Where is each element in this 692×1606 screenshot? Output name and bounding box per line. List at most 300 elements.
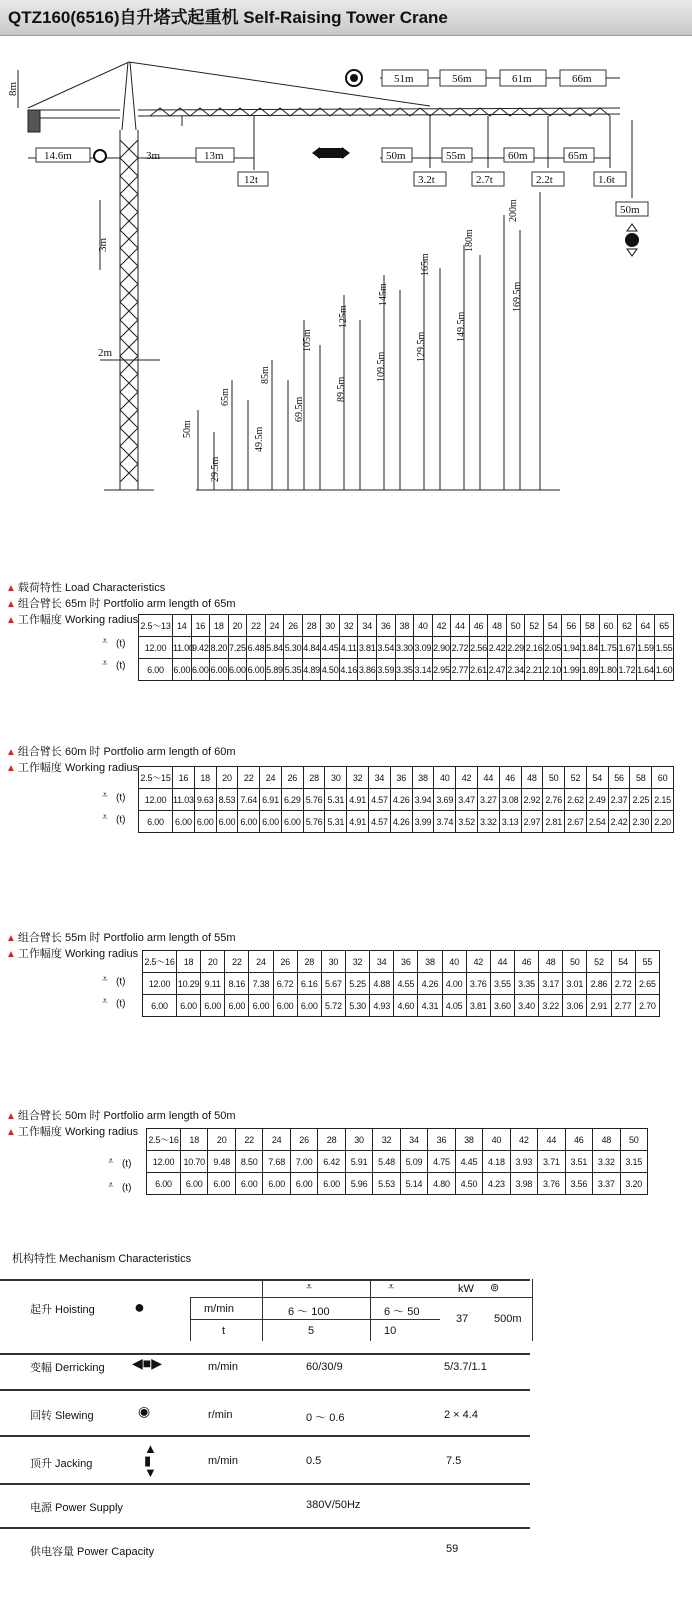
load-cell: 1.60: [655, 659, 674, 681]
radius-cell: 22: [238, 767, 260, 789]
load-cell: 3.59: [377, 659, 396, 681]
tip-load-2.7t: 2.7t: [476, 174, 493, 186]
radius-cell: 34: [369, 767, 391, 789]
radius-cell: 42: [456, 767, 478, 789]
load-cell: 3.93: [510, 1151, 537, 1173]
radius-cell: 24: [249, 951, 273, 973]
load-row: [147, 1173, 648, 1195]
radius-cell: 32: [373, 1129, 400, 1151]
hook-double-icon: ⩡: [388, 1281, 395, 1293]
radius-cell: 55: [635, 951, 659, 973]
load-cell: 2.25: [630, 789, 652, 811]
load-cell: 6.00: [318, 1173, 345, 1195]
radius-cell: 26: [284, 615, 303, 637]
load-cell: 3.20: [620, 1173, 648, 1195]
load-cell: 2.97: [521, 811, 543, 833]
load-cell: 2.21: [525, 659, 544, 681]
load-cell: 3.01: [563, 973, 587, 995]
load-cell: 7.38: [249, 973, 273, 995]
load-cell: 3.06: [563, 995, 587, 1017]
jacking-icon: ▲ ▮ ▼: [144, 1441, 157, 1480]
load-cell: 6.00: [273, 995, 297, 1017]
height-top-5: 125m: [338, 305, 349, 328]
hoist-rope: 500m: [494, 1313, 522, 1325]
radius-cell: 42: [510, 1129, 537, 1151]
load-cell: 4.93: [370, 995, 394, 1017]
load-cell: 1.59: [636, 637, 655, 659]
load-cell: 11.03: [173, 789, 195, 811]
radius-cell: 36: [390, 767, 412, 789]
load-cell: 3.51: [565, 1151, 592, 1173]
radius-cell: 34: [370, 951, 394, 973]
load-cell: 2.72: [451, 637, 470, 659]
jacking-label: 顶升 Jacking: [30, 1458, 93, 1470]
table-55-wr: ▲ 工作幅度 Working radius: [6, 948, 139, 960]
table-55-title: ▲ 组合臂长 55m 时 Portfolio arm length of 55m: [6, 932, 236, 944]
load-cell: 6.16: [297, 973, 321, 995]
load-cell: 2.81: [543, 811, 565, 833]
radius-cell: 44: [477, 767, 499, 789]
load-cell: 2.70: [635, 995, 659, 1017]
load-cell: 1.75: [599, 637, 618, 659]
section-3m: 3m: [97, 237, 109, 252]
load-cell: 6.72: [273, 973, 297, 995]
derricking-label: 变幅 Derricking: [30, 1362, 105, 1374]
load-cell: 9.48: [208, 1151, 235, 1173]
load-cell: 6.00: [247, 659, 266, 681]
radius-cell: 65: [655, 615, 674, 637]
load-cell: 4.00: [442, 973, 466, 995]
radius-cell: 2.5～13: [139, 615, 173, 637]
radius-cell: 2.5～15: [139, 767, 173, 789]
load-cell: 6.00: [228, 659, 247, 681]
load-cell: 6.91: [260, 789, 282, 811]
load-cell: 6.00: [147, 1173, 181, 1195]
load-cell: 6.00: [173, 811, 195, 833]
height-top-7: 165m: [420, 253, 431, 276]
radius-cell: 28: [303, 767, 325, 789]
radius-cell: 36: [377, 615, 396, 637]
load-cell: 3.27: [477, 789, 499, 811]
height-hook-6: 129.5m: [416, 331, 427, 362]
counter-jib-length: 14.6m: [44, 150, 72, 162]
load-cell: 2.42: [488, 637, 507, 659]
radius-cell: 24: [260, 767, 282, 789]
load-cell: 3.14: [414, 659, 433, 681]
load-cell: 7.00: [290, 1151, 317, 1173]
derricking-unit: m/min: [208, 1361, 238, 1373]
radius-cell: 50: [563, 951, 587, 973]
jib-bottom-50m: 50m: [386, 150, 406, 162]
load-cell: 2.67: [565, 811, 587, 833]
radius-cell: 30: [321, 615, 340, 637]
load-cell: 3.32: [593, 1151, 620, 1173]
load-cell: 2.86: [587, 973, 611, 995]
load-cell: 4.91: [347, 789, 369, 811]
radius-cell: 56: [608, 767, 630, 789]
jacking-power: 7.5: [446, 1455, 462, 1467]
load-cell: 10.70: [181, 1151, 208, 1173]
radius-cell: 54: [543, 615, 562, 637]
load-cell: 1.94: [562, 637, 581, 659]
unit-60-b: ⩡ (t): [102, 812, 126, 826]
load-cell: 3.35: [395, 659, 414, 681]
load-cell: 3.74: [434, 811, 456, 833]
load-cell: 3.76: [538, 1173, 565, 1195]
radius-cell: 46: [499, 767, 521, 789]
load-cell: 5.76: [303, 811, 325, 833]
load-cell: 4.55: [394, 973, 418, 995]
radius-cell: 32: [347, 767, 369, 789]
load-cell: 4.45: [321, 637, 340, 659]
load-cell: 5.96: [345, 1173, 372, 1195]
load-cell: 3.94: [412, 789, 434, 811]
height-hook-2: 49.5m: [254, 426, 265, 452]
load-cell: 2.62: [565, 789, 587, 811]
segment-13m: 13m: [204, 150, 224, 162]
cable-drum-icon: ⊚: [490, 1282, 500, 1294]
load-cell: 4.50: [455, 1173, 482, 1195]
load-cell: 5.67: [321, 973, 345, 995]
section-2m: 2m: [98, 347, 113, 359]
radius-cell: 38: [455, 1129, 482, 1151]
radius-cell: 30: [321, 951, 345, 973]
load-cell: 4.57: [369, 811, 391, 833]
hoist-speed-a: 6 ～ 100: [288, 1306, 330, 1318]
slewing-unit: r/min: [208, 1409, 233, 1421]
jib-top-56m: 56m: [452, 73, 472, 85]
radius-cell: 16: [191, 615, 210, 637]
load-cell: 5.48: [373, 1151, 400, 1173]
radius-cell: 26: [281, 767, 303, 789]
load-cell: 2.47: [488, 659, 507, 681]
load-cell: 1.55: [655, 637, 674, 659]
load-cell: 7.68: [263, 1151, 290, 1173]
radius-cell: 24: [265, 615, 284, 637]
load-cell: 3.86: [358, 659, 377, 681]
load-cell: 5.30: [345, 995, 369, 1017]
load-cell: 2.91: [587, 995, 611, 1017]
table-50-wr: ▲ 工作幅度 Working radius: [6, 1126, 139, 1138]
radius-cell: 46: [469, 615, 488, 637]
load-cell: 6.00: [238, 811, 260, 833]
load-cell: 6.00: [208, 1173, 235, 1195]
load-cell: 4.80: [428, 1173, 455, 1195]
load-cell: 2.29: [506, 637, 525, 659]
height-top-2: 65m: [220, 388, 231, 406]
radius-cell: 22: [247, 615, 266, 637]
radius-cell: 28: [318, 1129, 345, 1151]
table-65-wr: ▲ 工作幅度 Working radius: [6, 614, 139, 626]
radius-cell: 22: [225, 951, 249, 973]
radius-cell: 50: [506, 615, 525, 637]
load-cell: 4.16: [339, 659, 358, 681]
load-cell: 2.92: [521, 789, 543, 811]
load-cell: 6.00: [139, 659, 173, 681]
radius-cell: 52: [587, 951, 611, 973]
load-cell: 6.00: [173, 659, 192, 681]
load-cell: 4.91: [347, 811, 369, 833]
load-cell: 11.00: [173, 637, 192, 659]
radius-cell: 28: [302, 615, 321, 637]
height-hook-8: 169.5m: [512, 281, 523, 312]
load-cell: 2.16: [525, 637, 544, 659]
hook-single-icon: ⩡: [306, 1281, 313, 1293]
load-cell: 12.00: [143, 973, 177, 995]
load-table-50m: [146, 1128, 648, 1195]
radius-cell: 38: [395, 615, 414, 637]
crane-diagram: [0, 50, 692, 520]
radius-cell: 60: [599, 615, 618, 637]
height-hook-3: 69.5m: [294, 396, 305, 422]
radius-row: [139, 615, 674, 637]
load-row: [139, 637, 674, 659]
load-cell: 3.60: [490, 995, 514, 1017]
radius-cell: 42: [432, 615, 451, 637]
load-cell: 6.00: [235, 1173, 262, 1195]
load-cell: 5.89: [265, 659, 284, 681]
radius-cell: 48: [488, 615, 507, 637]
load-row: [139, 789, 674, 811]
height-top-8: 180m: [464, 229, 475, 252]
height-top-1: 50m: [182, 420, 193, 438]
load-cell: 6.00: [181, 1173, 208, 1195]
load-cell: 4.05: [442, 995, 466, 1017]
load-cell: 4.26: [418, 973, 442, 995]
load-cell: 4.31: [418, 995, 442, 1017]
load-cell: 6.00: [249, 995, 273, 1017]
radius-row: [139, 767, 674, 789]
load-row: [139, 659, 674, 681]
load-cell: 3.17: [539, 973, 563, 995]
radius-cell: 50: [620, 1129, 648, 1151]
load-cell: 8.16: [225, 973, 249, 995]
load-cell: 3.52: [456, 811, 478, 833]
radius-cell: 40: [483, 1129, 510, 1151]
radius-cell: 46: [514, 951, 538, 973]
radius-row: [143, 951, 660, 973]
load-cell: 8.20: [210, 637, 229, 659]
load-cell: 2.10: [543, 659, 562, 681]
radius-row: [147, 1129, 648, 1151]
load-cell: 5.30: [284, 637, 303, 659]
load-cell: 3.37: [593, 1173, 620, 1195]
jacking-value: 0.5: [306, 1455, 322, 1467]
load-cell: 3.99: [412, 811, 434, 833]
radius-cell: 30: [345, 1129, 372, 1151]
load-cell: 1.89: [581, 659, 600, 681]
load-cell: 5.76: [303, 789, 325, 811]
load-cell: 5.35: [284, 659, 303, 681]
radius-cell: 58: [630, 767, 652, 789]
load-cell: 2.49: [586, 789, 608, 811]
load-cell: 4.45: [455, 1151, 482, 1173]
tip-load-1.6t: 1.6t: [598, 174, 615, 186]
radius-cell: 24: [263, 1129, 290, 1151]
jacking-unit: m/min: [208, 1455, 238, 1467]
load-cell: 5.53: [373, 1173, 400, 1195]
load-cell: 3.35: [514, 973, 538, 995]
derricking-value: 60/30/9: [306, 1361, 343, 1373]
radius-cell: 18: [210, 615, 229, 637]
load-cell: 3.30: [395, 637, 414, 659]
load-cell: 4.26: [390, 789, 412, 811]
load-cell: 3.76: [466, 973, 490, 995]
radius-cell: 48: [593, 1129, 620, 1151]
load-cell: 5.72: [321, 995, 345, 1017]
load-cell: 10.29: [177, 973, 201, 995]
load-cell: 4.89: [302, 659, 321, 681]
hoist-load-b: 10: [384, 1325, 397, 1337]
radius-cell: 20: [216, 767, 238, 789]
load-cell: 2.76: [543, 789, 565, 811]
radius-cell: 58: [581, 615, 600, 637]
load-cell: 3.22: [539, 995, 563, 1017]
radius-cell: 62: [618, 615, 637, 637]
radius-cell: 46: [565, 1129, 592, 1151]
load-cell: 2.56: [469, 637, 488, 659]
load-cell: 3.40: [514, 995, 538, 1017]
unit-50-b: ⩡ (t): [108, 1180, 132, 1194]
load-cell: 7.25: [228, 637, 247, 659]
radius-cell: 26: [273, 951, 297, 973]
table-60-title: ▲ 组合臂长 60m 时 Portfolio arm length of 60m: [6, 746, 236, 758]
load-cell: 3.56: [565, 1173, 592, 1195]
radius-cell: 30: [325, 767, 347, 789]
page-title: QTZ160(6516)自升塔式起重机 Self-Raising Tower Crane: [0, 0, 692, 36]
load-cell: 6.00: [225, 995, 249, 1017]
hoisting-label: 起升 Hoisting: [30, 1304, 95, 1316]
height-top-6: 145m: [378, 283, 389, 306]
load-row: [147, 1151, 648, 1173]
load-cell: 6.00: [194, 811, 216, 833]
load-cell: 2.20: [652, 811, 674, 833]
unit-50-a: ⩡ (t): [108, 1156, 132, 1170]
load-table-55m: [142, 950, 660, 1017]
radius-cell: 54: [586, 767, 608, 789]
load-cell: 2.30: [630, 811, 652, 833]
radius-cell: 38: [418, 951, 442, 973]
load-cell: 6.48: [247, 637, 266, 659]
load-cell: 4.57: [369, 789, 391, 811]
mechanism-title: 机构特性 Mechanism Characteristics: [12, 1253, 192, 1265]
radius-cell: 40: [442, 951, 466, 973]
height-top-9: 200m: [508, 199, 519, 222]
load-cell: 2.37: [608, 789, 630, 811]
load-cell: 4.88: [370, 973, 394, 995]
radius-cell: 52: [525, 615, 544, 637]
load-cell: 5.91: [345, 1151, 372, 1173]
hoist-speed-b: 6 ～ 50: [384, 1306, 420, 1318]
radius-cell: 48: [521, 767, 543, 789]
load-cell: 2.95: [432, 659, 451, 681]
load-cell: 5.25: [345, 973, 369, 995]
load-cell: 2.15: [652, 789, 674, 811]
load-cell: 9.63: [194, 789, 216, 811]
load-cell: 8.50: [235, 1151, 262, 1173]
load-cell: 5.84: [265, 637, 284, 659]
unit-60-a: ⩡ (t): [102, 790, 126, 804]
load-cell: 1.84: [581, 637, 600, 659]
load-table-65m: [138, 614, 674, 681]
load-cell: 6.00: [201, 995, 225, 1017]
radius-cell: 2.5～16: [143, 951, 177, 973]
table-60-wr: ▲ 工作幅度 Working radius: [6, 762, 139, 774]
load-cell: 6.00: [216, 811, 238, 833]
load-cell: 3.55: [490, 973, 514, 995]
radius-cell: 34: [358, 615, 377, 637]
load-row: [143, 995, 660, 1017]
load-cell: 6.00: [281, 811, 303, 833]
load-cell: 8.53: [216, 789, 238, 811]
load-cell: 5.14: [400, 1173, 427, 1195]
load-title: ▲ 载荷特性 Load Characteristics: [6, 582, 166, 594]
radius-cell: 54: [611, 951, 635, 973]
unit-55-b: ⩡ (t): [102, 996, 126, 1010]
load-cell: 6.42: [318, 1151, 345, 1173]
height-top-3: 85m: [260, 366, 271, 384]
hoist-load-a: 5: [308, 1325, 315, 1337]
load-cell: 4.60: [394, 995, 418, 1017]
radius-cell: 34: [400, 1129, 427, 1151]
segment-3m: 3m: [146, 150, 161, 162]
tip-load-2.2t: 2.2t: [536, 174, 553, 186]
power-capacity-label: 供电容量 Power Capacity: [30, 1546, 155, 1558]
load-cell: 2.42: [608, 811, 630, 833]
derricking-icon: ◀■▶: [132, 1355, 162, 1371]
radius-cell: 22: [235, 1129, 262, 1151]
load-cell: 2.54: [586, 811, 608, 833]
power-supply-label: 电源 Power Supply: [30, 1502, 123, 1514]
table-50-title: ▲ 组合臂长 50m 时 Portfolio arm length of 50m: [6, 1110, 236, 1122]
slewing-value: 0 ～ 0.6: [306, 1412, 345, 1424]
load-cell: 2.61: [469, 659, 488, 681]
tip-load-3.2t: 3.2t: [418, 174, 435, 186]
hoist-unit-load: t: [222, 1325, 226, 1337]
load-cell: 2.34: [506, 659, 525, 681]
load-cell: 3.13: [499, 811, 521, 833]
load-cell: 4.18: [483, 1151, 510, 1173]
load-cell: 4.84: [302, 637, 321, 659]
radius-cell: 44: [538, 1129, 565, 1151]
unit-65-b: ⩡ (t): [102, 658, 126, 672]
radius-cell: 52: [565, 767, 587, 789]
hoist-unit-speed: m/min: [204, 1303, 234, 1315]
load-cell: 6.00: [260, 811, 282, 833]
radius-cell: 48: [539, 951, 563, 973]
load-cell: 5.09: [400, 1151, 427, 1173]
table-65-title: ▲ 组合臂长 65m 时 Portfolio arm length of 65m: [6, 598, 236, 610]
load-cell: 1.80: [599, 659, 618, 681]
slewing-label: 回转 Slewing: [30, 1410, 94, 1422]
radius-cell: 14: [173, 615, 192, 637]
load-cell: 4.23: [483, 1173, 510, 1195]
height-hook-4: 89.5m: [336, 376, 347, 402]
kw-label: kW: [458, 1283, 474, 1295]
load-cell: 6.00: [191, 659, 210, 681]
load-cell: 3.98: [510, 1173, 537, 1195]
radius-cell: 42: [466, 951, 490, 973]
load-cell: 2.05: [543, 637, 562, 659]
radius-cell: 20: [201, 951, 225, 973]
load-row: [139, 811, 674, 833]
radius-cell: 44: [451, 615, 470, 637]
load-cell: 3.32: [477, 811, 499, 833]
load-cell: 3.54: [377, 637, 396, 659]
radius-cell: 50: [543, 767, 565, 789]
jib-bottom-65m: 65m: [568, 150, 588, 162]
load-cell: 6.00: [297, 995, 321, 1017]
